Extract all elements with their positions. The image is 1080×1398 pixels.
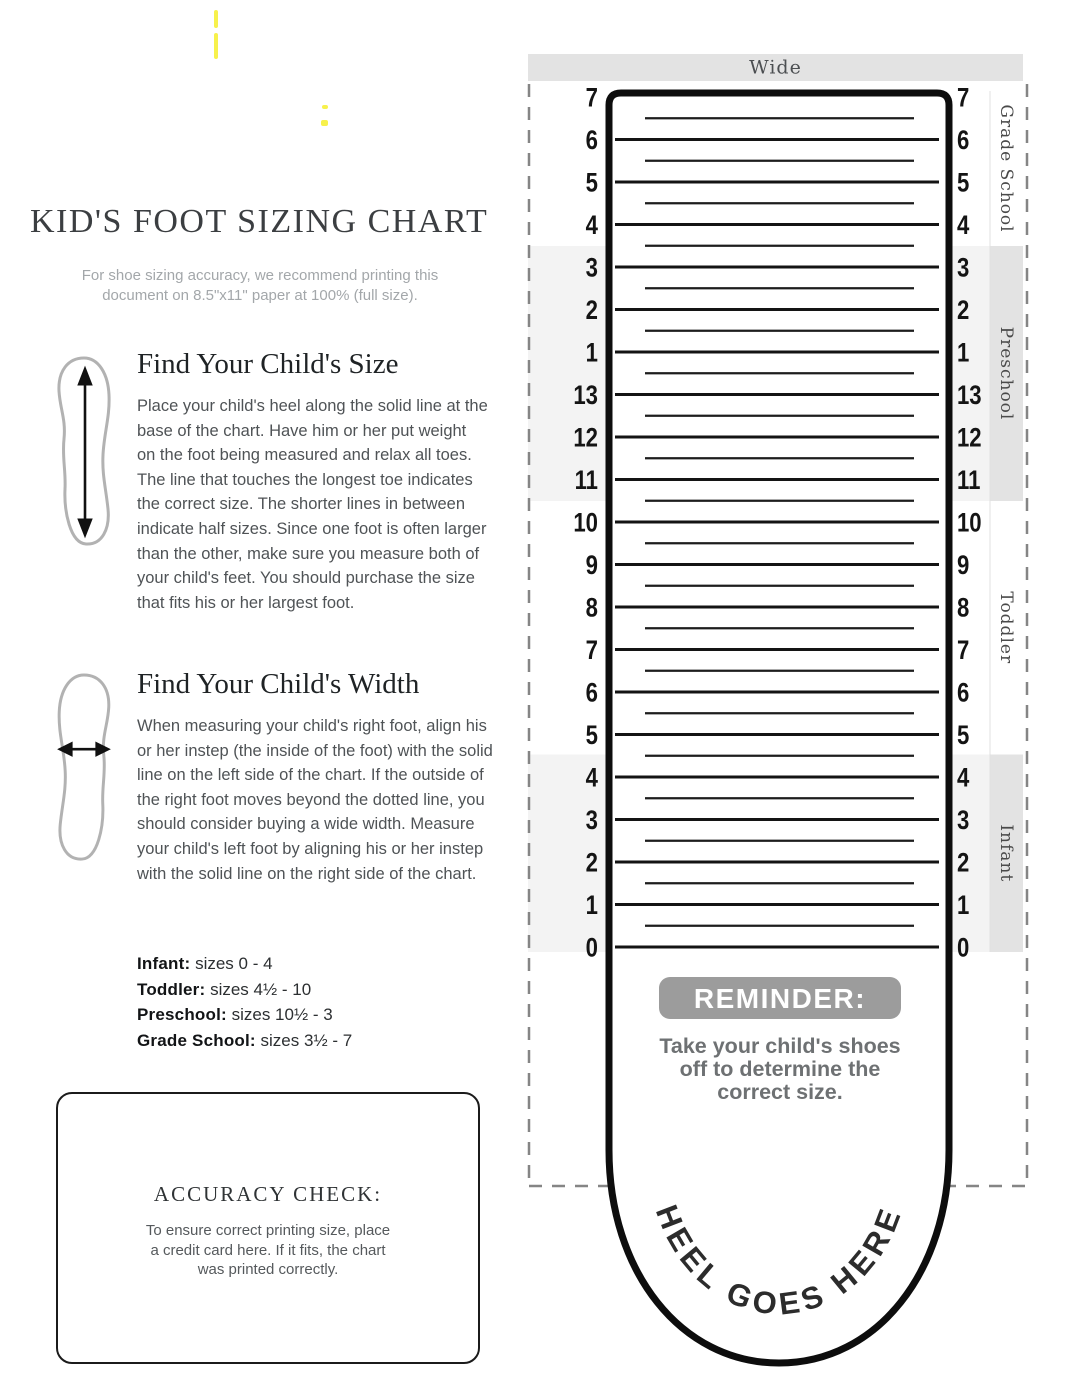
reminder-title: REMINDER: (693, 983, 867, 1014)
ruler-outline (609, 93, 949, 1363)
size-range-infant: Infant: sizes 0 - 4 (137, 954, 273, 973)
size-number-right: 11 (957, 466, 981, 496)
size-range-preschool: Preschool: sizes 10½ - 3 (137, 1005, 333, 1024)
reminder-text-line: correct size. (717, 1080, 843, 1104)
size-number-right: 9 (957, 551, 970, 581)
size-number-right: 3 (957, 806, 970, 836)
size-number-right: 2 (957, 848, 970, 879)
size-number-left: 5 (585, 721, 598, 751)
size-range-gradeschool: Grade School: sizes 3½ - 7 (137, 1030, 353, 1050)
size-section-heading: Find Your Child's Size (137, 348, 399, 380)
reminder-text-line: off to determine the (679, 1057, 881, 1081)
accuracy-check-heading: ACCURACY CHECK: (153, 1182, 383, 1206)
size-number-right: 0 (957, 933, 970, 964)
size-number-right: 1 (957, 891, 970, 921)
accuracy-check-line: To ensure correct printing size, place (145, 1222, 391, 1239)
size-number-left: 4 (585, 763, 598, 794)
age-group-label: Grade School (996, 104, 1016, 233)
size-number-right: 4 (957, 763, 970, 794)
size-number-right: 3 (957, 253, 970, 284)
size-number-left: 4 (585, 211, 598, 241)
size-number-right: 5 (957, 721, 970, 751)
size-number-left: 5 (585, 168, 598, 199)
size-number-left: 6 (585, 678, 598, 709)
size-number-left: 9 (585, 551, 598, 581)
size-number-left: 1 (585, 891, 598, 921)
heel-goes-here-label: HEEL GOES HERE (648, 1200, 910, 1322)
accuracy-check-line: a credit card here. If it fits, the chart (150, 1241, 386, 1259)
size-number-right: 7 (957, 636, 970, 666)
size-number-right: 12 (957, 423, 982, 454)
size-number-right: 2 (957, 296, 970, 326)
size-number-right: 6 (957, 678, 970, 709)
size-number-right: 7 (957, 83, 970, 114)
size-number-left: 10 (573, 508, 598, 539)
size-section-body: Place your child's heel along the solid line at the base of the chart. Have him or her put weight on the foot being measured and relax all toes. The line that touches the longest toe indicates the correct size. The shorter lines in between indicate half sizes. Since one foot is often larger than the other, make sure you measure both of your child's feet. You should purchase the size that fits his or her largest foot. (137, 397, 488, 612)
size-number-right: 5 (957, 168, 970, 199)
size-number-right: 6 (957, 126, 970, 156)
print-note-line: For shoe sizing accuracy, we recommend printing this (81, 267, 439, 284)
size-number-left: 12 (573, 423, 598, 454)
size-number-right: 1 (957, 338, 970, 369)
size-number-left: 13 (573, 381, 598, 411)
print-note-line: document on 8.5"x11" paper at 100% (full size). (102, 287, 418, 304)
size-number-left: 7 (585, 636, 598, 666)
size-number-right: 10 (957, 508, 982, 539)
size-number-right: 13 (957, 381, 982, 411)
size-number-left: 2 (585, 296, 598, 326)
page-title: KID'S FOOT SIZING CHART (30, 203, 489, 240)
size-number-right: 8 (957, 593, 970, 624)
width-section-heading: Find Your Child's Width (137, 668, 420, 700)
width-section-body: When measuring your child's right foot, align his or her instep (the inside of the foot) with the solid line on the left side of the chart. If the outside of the right foot moves beyond the dotted line, you should consider buying a wide width. Measure your child's left foot by aligning his or her instep with the solid line on the right side of the chart. (137, 717, 493, 883)
age-group-label: Infant (996, 824, 1016, 883)
size-number-left: 7 (585, 83, 598, 114)
accuracy-check-line: was printed correctly. (197, 1261, 339, 1278)
size-number-left: 11 (574, 466, 598, 496)
size-number-left: 6 (585, 126, 598, 156)
wide-label: Wide (749, 56, 802, 79)
age-group-label: Preschool (996, 326, 1016, 421)
size-number-left: 3 (585, 806, 598, 836)
size-number-left: 0 (585, 933, 598, 964)
size-range-toddler: Toddler: sizes 4½ - 10 (137, 979, 312, 999)
age-group-label: Toddler (996, 591, 1016, 665)
size-number-left: 3 (585, 253, 598, 284)
size-number-right: 4 (957, 211, 970, 241)
size-number-left: 8 (585, 593, 598, 624)
reminder-text-line: Take your child's shoes (659, 1034, 901, 1058)
size-number-left: 2 (585, 848, 598, 879)
size-number-left: 1 (585, 338, 598, 369)
